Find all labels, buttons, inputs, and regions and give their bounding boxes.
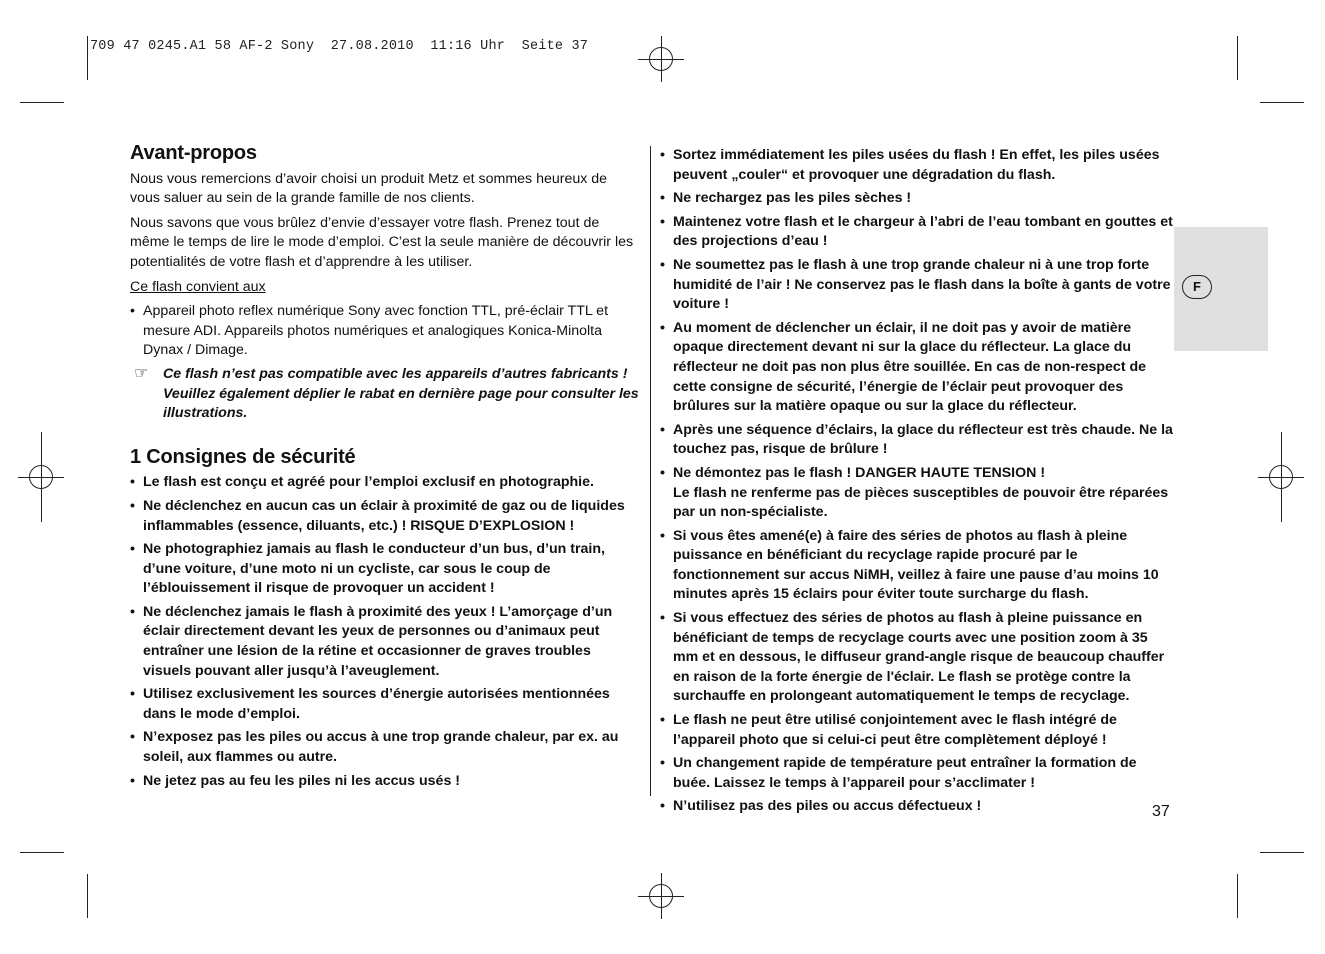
right-column [660,146,1174,821]
left-column [130,144,640,795]
list-item: • Après une séquence d’éclairs, la glace du réflecteur est très chaude. Ne la touchez pas, risque de brûlure ! [660,421,1174,460]
intro-paragraph: Nous savons que vous brûlez d’envie d’essayer votre flash. Prenez tout de même le temps de lire le mode d’emploi. C’est la seule manière de découvrir les potentialités de votre flash et d’apprendre à les utiliser. [130,214,634,270]
safety-list-continued [660,146,1174,817]
compatibility-list [130,302,640,361]
list-item: • Le flash est conçu et agréé pour l’emploi exclusif en photographie. [130,473,640,493]
intro-paragraph: Nous vous remercions d’avoir choisi un produit Metz et sommes heureux de vous saluer au sein de la grande famille de nos clients. [130,170,608,207]
list-item: • Le flash ne peut être utilisé conjointement avec le flash intégré de l’appareil photo que si celui-ci peut être complètement déployé ! [660,711,1174,750]
language-tab-label: F [1182,275,1212,299]
section-title-foreword: Avant-propos [130,142,257,164]
list-item: • Appareil photo reflex numérique Sony avec fonction TTL, pré-éclair TTL et mesure ADI. Appareils photos numériques et analogiques Konica-Minolta Dynax / Dimage. [130,302,640,361]
note-text: Ce flash n’est pas compatible avec les appareils d’autres fabricants ! Veuillez également déplier le rabat en dernière page pour consulter les illustrations. [163,365,639,422]
list-item: • Utilisez exclusivement les sources d’énergie autorisées mentionnées dans le mode d’emploi. [130,685,640,724]
crop-mark [1281,432,1282,522]
pointing-hand-icon: ☞ [134,364,149,382]
list-item: • Sortez immédiatement les piles usées du flash ! En effet, les piles usées peuvent „couler“ et provoquer une dégradation du flash. [660,146,1174,185]
crop-mark [87,874,88,918]
list-item: • Ne rechargez pas les piles sèches ! [660,189,1174,209]
crop-mark [41,432,42,522]
registration-mark [638,873,684,919]
list-item: • Ne photographiez jamais au flash le conducteur d’un bus, d’un train, d’une voiture, d’une moto ni un cycliste, car sous le coup de l’éblouissement il risque de provoquer un accident ! [130,540,640,599]
language-tab [1174,227,1268,351]
list-item: • Ne déclenchez en aucun cas un éclair à proximité de gaz ou de liquides inflammables (essence, diluants, etc.) ! RISQUE D’EXPLOSION ! [130,497,640,536]
list-item: • Si vous êtes amené(e) à faire des séries de photos au flash à pleine puissance en bénéficiant du recyclage rapide procuré par le fonctionnement sur accus NiMH, veillez à faire une pause d’au moins 10 minutes après 15 éclairs pour éviter toute surcharge du flash. [660,527,1174,605]
list-item: • Un changement rapide de température peut entraîner la formation de buée. Laissez le temps à l’appareil pour s’acclimater ! [660,754,1174,793]
list-item: • Ne déclenchez jamais le flash à proximité des yeux ! L’amorçage d’un éclair directement devant les yeux de personnes ou d’animaux peut entraîner une lésion de la rétine et occasionner de graves troubles visuels pouvant aller jusqu’à l’aveuglement. [130,603,640,681]
list-item: • Au moment de déclencher un éclair, il ne doit pas y avoir de matière opaque directement devant ni sur la glace du réflecteur. La glace du réflecteur ne doit pas non plus être souillée. En cas de non-respect de cette consigne de sécurité, l’énergie de l’éclair peut provoquer des brûlures sur la matière opaque ou sur la glace du réflecteur. [660,319,1174,417]
list-item: • Ne soumettez pas le flash à une trop grande chaleur ni à une trop forte humidité de l’air ! Ne conservez pas le flash dans la boîte à gants de votre voiture ! [660,256,1174,315]
list-item: • N’utilisez pas des piles ou accus défectueux ! [660,797,1174,817]
danger-title: • Ne démontez pas le flash ! DANGER HAUTE TENSION ! [673,464,1046,481]
compatibility-note [130,365,640,424]
column-divider [650,146,651,796]
crop-mark [1237,36,1238,80]
list-item: • N’exposez pas les piles ou accus à une trop grande chaleur, par ex. au soleil, aux flammes ou autre. [130,728,640,767]
page-number: 37 [1152,803,1170,820]
section-title-safety: 1 Consignes de sécurité [130,445,356,468]
list-item: • Si vous effectuez des séries de photos au flash à pleine puissance en bénéficiant de temps de recyclage courts avec une position zoom à 35 mm et en dessous, le diffuseur grand-angle risque de beaucoup chauffer en raison de la forte énergie de l'éclair. Le flash se protège contre la surchauffe en prolongeant automatiquement le temps de recyclage. [660,609,1174,707]
crop-mark [20,102,64,103]
danger-text: Le flash ne renferme pas de pièces susceptibles de pouvoir être réparées par un non-spécialiste. [673,484,1169,521]
list-item: • Ne jetez pas au feu les piles ni les accus usés ! [130,772,640,792]
crop-mark [1237,874,1238,918]
registration-mark [638,36,684,82]
crop-mark [1260,102,1304,103]
crop-mark [1260,852,1304,853]
safety-list [130,473,640,791]
crop-mark [87,36,88,80]
print-slug: 709 47 0245.A1 58 AF-2 Sony 27.08.2010 11:16 Uhr Seite 37 [90,39,589,54]
list-item: • Maintenez votre flash et le chargeur à l’abri de l’eau tombant en gouttes et des projections d’eau ! [660,213,1174,252]
crop-mark [20,852,64,853]
list-item [660,464,1174,523]
compatibility-subheading: Ce flash convient aux [130,278,266,295]
